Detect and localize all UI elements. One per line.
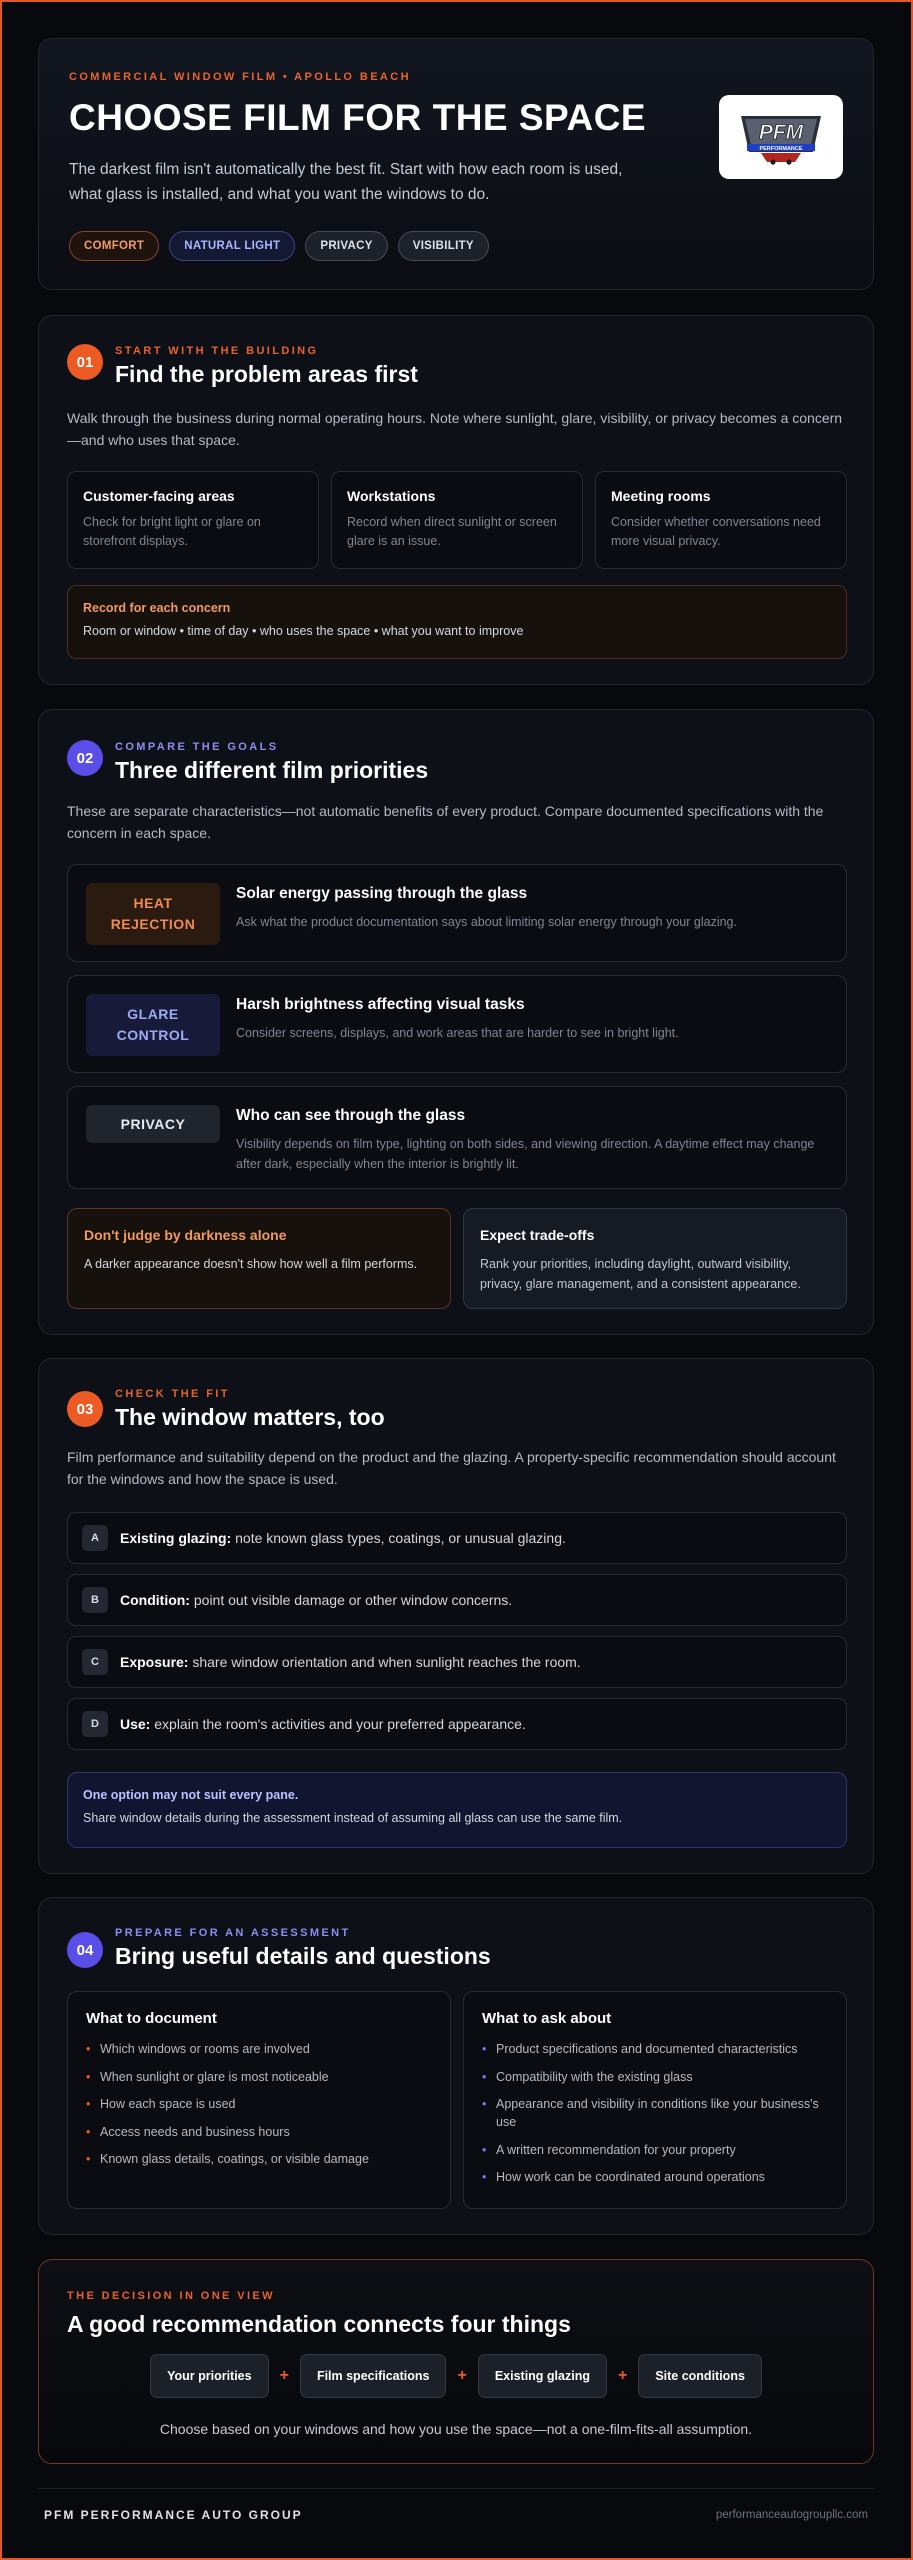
plus-icon: +: [617, 2367, 628, 2384]
list-item: • When sunlight or glare is most noticeable: [86, 2068, 432, 2086]
decision-title: A good recommendation connects four things: [67, 2311, 571, 2337]
check-text: Use: explain the room's activities and your preferred appearance.: [120, 1716, 526, 1732]
area-workstations: [331, 471, 583, 569]
list-item: • Which windows or rooms are involved: [86, 2040, 432, 2058]
warning-text: A darker appearance doesn't show how well a film performs.: [84, 1257, 418, 1271]
check-letter: C: [82, 1649, 108, 1675]
document-list: [67, 1991, 451, 2209]
step-1-card: [38, 315, 874, 685]
privacy-tag: PRIVACY: [86, 1105, 220, 1143]
list-item: • Access needs and business hours: [86, 2123, 432, 2141]
pfm-logo-icon: [733, 106, 829, 168]
record-callout: [67, 585, 847, 659]
tradeoffs-text: Rank your priorities, including daylight, outward visibility, privacy, glare management, and a consistent appearance.: [480, 1257, 801, 1291]
area-text: Consider whether conversations need more visual privacy.: [611, 515, 821, 548]
step-description: These are separate characteristics—not automatic benefits of every product. Compare documented specifications with the concern in each space.: [67, 803, 824, 841]
area-text: Check for bright light or glare on storefront displays.: [83, 515, 261, 548]
priority-text: Visibility depends on film type, lighting on both sides, and viewing direction. A daytime effect may change after dark, especially when the interior is brightly lit.: [236, 1137, 815, 1171]
check-text: Exposure: share window orientation and when sunlight reaches the room.: [120, 1654, 581, 1670]
check-letter: B: [82, 1587, 108, 1613]
priority-title: Solar energy passing through the glass: [236, 885, 528, 902]
pill-visibility: VISIBILITY: [398, 231, 489, 261]
list-item: • How work can be coordinated around operations: [482, 2168, 828, 2186]
warning-title: Don't judge by darkness alone: [84, 1227, 287, 1243]
step-number: 04: [67, 1932, 103, 1968]
step-number: 01: [67, 344, 103, 380]
svg-text:PFM: PFM: [758, 121, 804, 144]
area-text: Record when direct sunlight or screen glare is an issue.: [347, 515, 557, 548]
note-text: Share window details during the assessment instead of assuming all glass can use the same film.: [83, 1811, 623, 1825]
chip-your-priorities: Your priorities: [150, 2354, 269, 2398]
hero-intro: The darkest film isn't automatically the best fit. Start with how each room is used, what glass is installed, and what you want the windows to do.: [69, 161, 623, 203]
check-use: [67, 1698, 847, 1750]
check-letter: D: [82, 1711, 108, 1737]
pill-natural-light: NATURAL LIGHT: [169, 231, 295, 261]
check-text: Existing glazing: note known glass types, coatings, or unusual glazing.: [120, 1530, 566, 1546]
note-title: One option may not suit every pane.: [83, 1788, 299, 1802]
pill-comfort: COMFORT: [69, 231, 159, 261]
step-3-card: [38, 1358, 874, 1874]
check-exposure: [67, 1636, 847, 1688]
priority-glare-control: [67, 975, 847, 1073]
list-item: • Product specifications and documented characteristics: [482, 2040, 828, 2058]
darkness-warning: [67, 1208, 451, 1309]
chip-site-conditions: Site conditions: [638, 2354, 762, 2398]
plus-icon: +: [279, 2367, 289, 2384]
chip-film-specifications: Film specifications: [300, 2354, 447, 2398]
step-description: Walk through the business during normal operating hours. Note where sunlight, glare, visibility, or privacy becomes a concern—and who uses that space.: [67, 410, 843, 448]
check-text: Condition: point out visible damage or other window concerns.: [120, 1592, 513, 1608]
list-item: • A written recommendation for your property: [482, 2141, 828, 2159]
priority-title: Who can see through the glass: [236, 1107, 466, 1124]
decision-chips: [39, 2354, 873, 2398]
hero-pills: [69, 231, 489, 261]
step-2-card: [38, 709, 874, 1335]
priority-text: Ask what the product documentation says about limiting solar energy through your glazing.: [236, 915, 737, 929]
page-title: CHOOSE FILM FOR THE SPACE: [69, 97, 647, 138]
step-title: Find the problem areas first: [115, 361, 418, 387]
record-title: Record for each concern: [83, 601, 231, 615]
hero-eyebrow: COMMERCIAL WINDOW FILM • APOLLO BEACH: [69, 71, 411, 83]
priority-title: Harsh brightness affecting visual tasks: [236, 996, 525, 1013]
area-customer-facing: [67, 471, 319, 569]
record-text: Room or window • time of day • who uses the space • what you want to improve: [83, 624, 524, 638]
chip-existing-glazing: Existing glazing: [478, 2354, 607, 2398]
list-item: • Known glass details, coatings, or visible damage: [86, 2150, 432, 2168]
decision-summary: Choose based on your windows and how you use the space—not a one-film-fits-all assumption.: [159, 2421, 753, 2437]
decision-eyebrow: THE DECISION IN ONE VIEW: [67, 2290, 275, 2302]
hero-card: [38, 38, 874, 290]
pfm-logo: [719, 95, 843, 179]
footer-brand: PFM PERFORMANCE AUTO GROUP: [44, 2508, 303, 2522]
area-title: Workstations: [347, 488, 436, 504]
priority-privacy: [67, 1086, 847, 1189]
tradeoffs-info: [463, 1208, 847, 1309]
step-title: Three different film priorities: [115, 757, 429, 783]
area-meeting-rooms: [595, 471, 847, 569]
heat-rejection-tag: HEAT REJECTION: [86, 883, 220, 945]
ask-list: [463, 1991, 847, 2209]
step-eyebrow: CHECK THE FIT: [115, 1388, 230, 1400]
step-4-card: [38, 1897, 874, 2235]
document-title: What to document: [86, 2010, 217, 2027]
step-eyebrow: PREPARE FOR AN ASSESSMENT: [115, 1927, 351, 1939]
step-description: Film performance and suitability depend on the product and the glazing. A property-specific recommendation should account for the windows and how the space is used.: [67, 1449, 836, 1487]
footer-divider: [38, 2488, 874, 2489]
check-condition: [67, 1574, 847, 1626]
check-existing-glazing: [67, 1512, 847, 1564]
list-item: • How each space is used: [86, 2095, 432, 2113]
area-title: Meeting rooms: [611, 488, 711, 504]
svg-text:PERFORMANCE: PERFORMANCE: [759, 146, 803, 152]
list-item: • Compatibility with the existing glass: [482, 2068, 828, 2086]
decision-card: [38, 2259, 874, 2464]
step-eyebrow: COMPARE THE GOALS: [115, 741, 279, 753]
check-letter: A: [82, 1525, 108, 1551]
step-number: 03: [67, 1391, 103, 1427]
plus-icon: +: [457, 2367, 467, 2384]
footer-website-link[interactable]: performanceautogroupllc.com: [715, 2509, 868, 2521]
step-title: The window matters, too: [115, 1404, 385, 1430]
area-title: Customer-facing areas: [83, 488, 235, 504]
ask-title: What to ask about: [482, 2010, 612, 2027]
list-item: • Appearance and visibility in conditions like your business's use: [482, 2095, 828, 2131]
pill-privacy: PRIVACY: [305, 231, 387, 261]
step-title: Bring useful details and questions: [115, 1943, 491, 1969]
priority-text: Consider screens, displays, and work areas that are harder to see in bright light.: [236, 1026, 679, 1040]
step-eyebrow: START WITH THE BUILDING: [115, 345, 319, 357]
glare-control-tag: GLARE CONTROL: [86, 994, 220, 1056]
tradeoffs-title: Expect trade-offs: [480, 1227, 595, 1243]
step-number: 02: [67, 740, 103, 776]
priority-heat-rejection: [67, 864, 847, 962]
single-option-note: [67, 1772, 847, 1848]
